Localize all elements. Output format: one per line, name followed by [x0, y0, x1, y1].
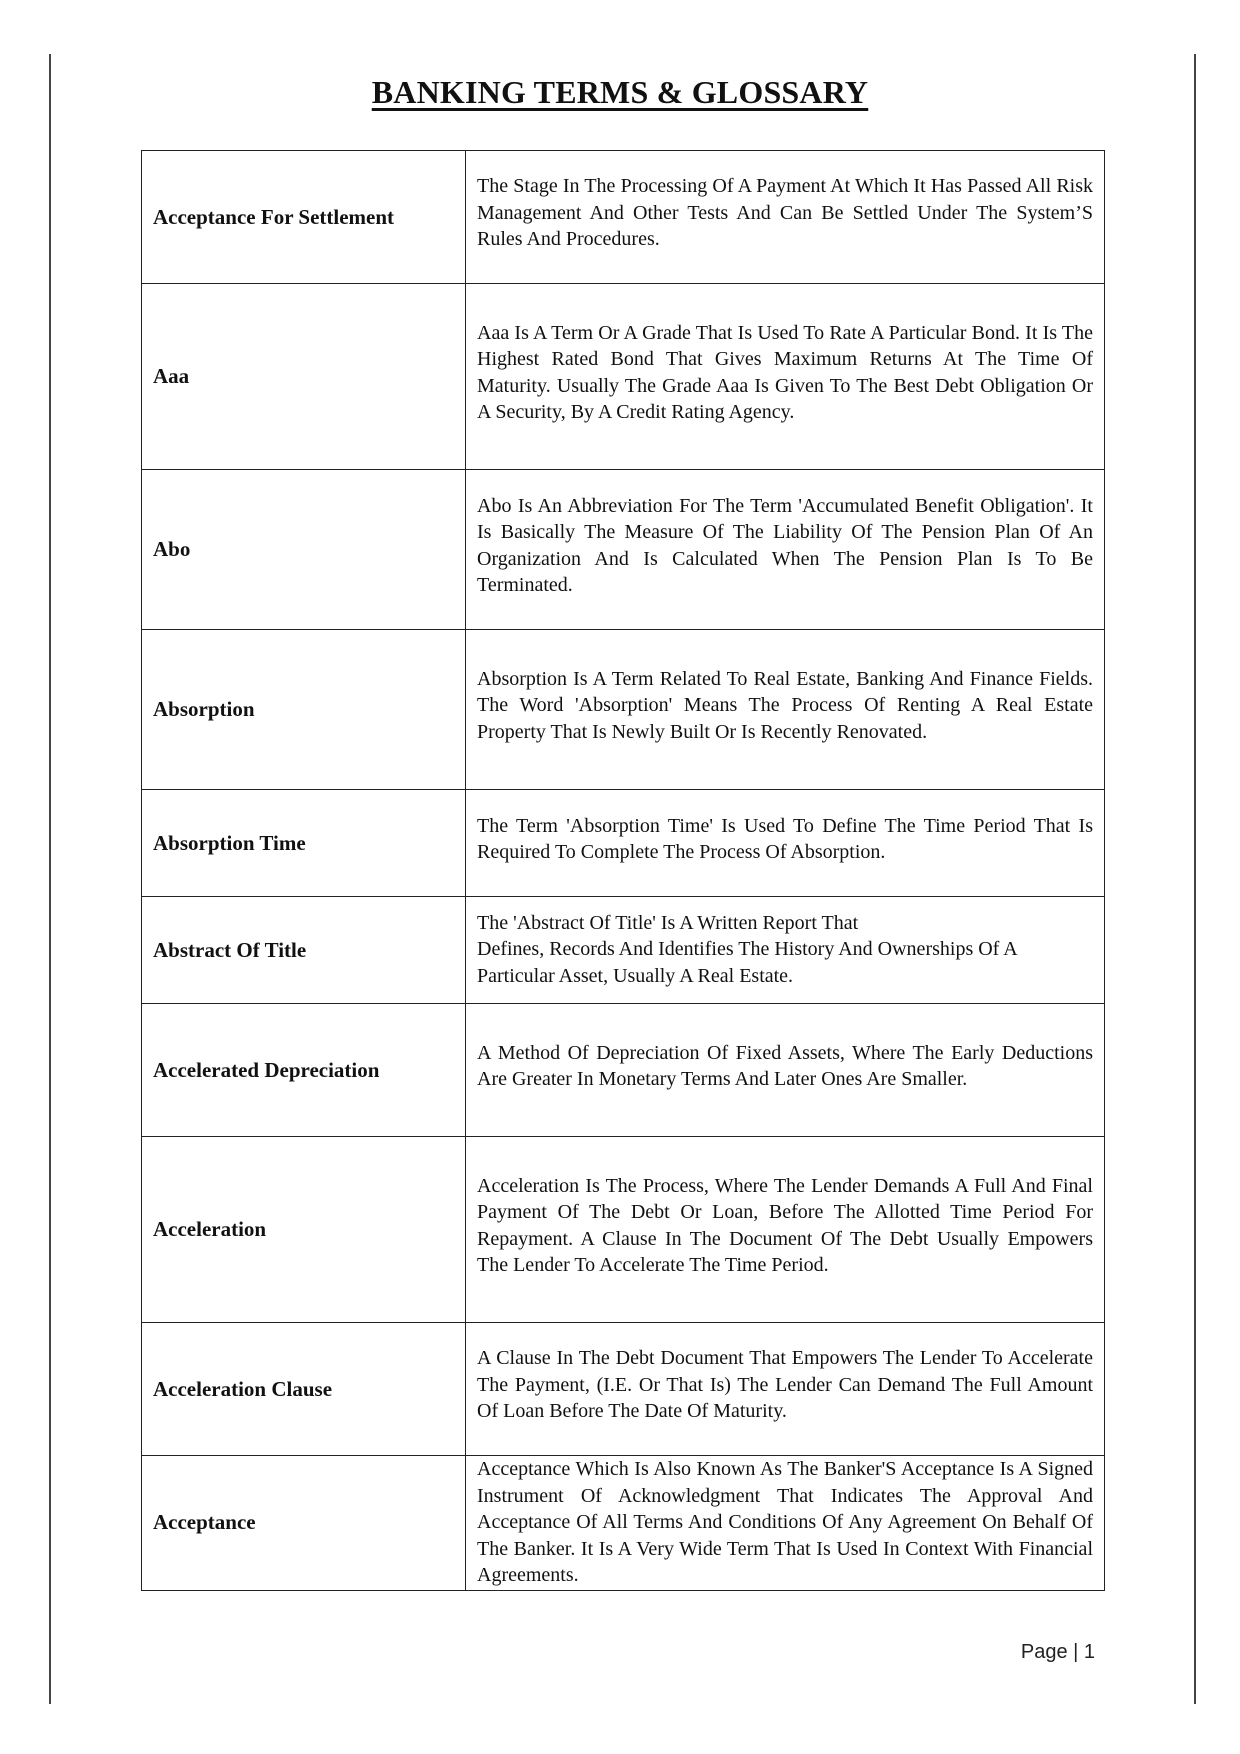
table-row: [142, 151, 1105, 284]
left-margin-rule: [49, 54, 51, 1704]
page-title: BANKING TERMS & GLOSSARY: [371, 74, 869, 110]
glossary-definition: Acceptance Which Is Also Known As The Banker'S Acceptance Is A Signed Instrument Of Acknowledgment That Indicates The Approval And Acceptance Of All Terms And Conditions Of Any Agreement On Behalf Of The Banker. It Is A Very Wide Term That Is Used In Context With Financial Agreements.: [466, 1456, 1105, 1591]
glossary-definition: A Clause In The Debt Document That Empowers The Lender To Accelerate The Payment, (I.E. Or That Is) The Lender Can Demand The Full Amount Of Loan Before The Date Of Maturity.: [466, 1323, 1105, 1456]
table-row: [142, 470, 1105, 630]
glossary-definition: Abo Is An Abbreviation For The Term 'Accumulated Benefit Obligation'. It Is Basically The Measure Of The Liability Of The Pension Plan Of An Organization And Is Calculated When The Pension Plan Is To Be Terminated.: [466, 470, 1105, 630]
table-row: [142, 630, 1105, 790]
glossary-term: Acceleration: [142, 1137, 466, 1323]
right-margin-rule: [1194, 54, 1196, 1704]
table-row: [142, 1137, 1105, 1323]
glossary-term: Absorption: [142, 630, 466, 790]
table-row: [142, 284, 1105, 470]
glossary-definition: A Method Of Depreciation Of Fixed Assets, Where The Early Deductions Are Greater In Monetary Terms And Later Ones Are Smaller.: [466, 1004, 1105, 1137]
glossary-term: Accelerated Depreciation: [142, 1004, 466, 1137]
glossary-term: Abo: [142, 470, 466, 630]
definition-line: Defines, Records And Identifies The History And Ownerships Of A Particular Asset, Usually A Real Estate.: [477, 938, 1017, 987]
table-row: [142, 790, 1105, 897]
glossary-term: Absorption Time: [142, 790, 466, 897]
table-row: [142, 897, 1105, 1004]
glossary-definition: Aaa Is A Term Or A Grade That Is Used To Rate A Particular Bond. It Is The Highest Rated Bond That Gives Maximum Returns At The Time Of Maturity. Usually The Grade Aaa Is Given To The Best Debt Obligation Or A Security, By A Credit Rating Agency.: [466, 284, 1105, 470]
glossary-term: Abstract Of Title: [142, 897, 466, 1004]
glossary-term: Acceptance: [142, 1456, 466, 1591]
glossary-definition: [466, 897, 1105, 1004]
glossary-definition: Absorption Is A Term Related To Real Estate, Banking And Finance Fields. The Word 'Absorption' Means The Process Of Renting A Real Estate Property That Is Newly Built Or Is Recently Renovated.: [466, 630, 1105, 790]
definition-line: The 'Abstract Of Title' Is A Written Report That: [477, 911, 859, 934]
glossary-term: Acceleration Clause: [142, 1323, 466, 1456]
glossary-definition: Acceleration Is The Process, Where The Lender Demands A Full And Final Payment Of The Debt Or Loan, Before The Allotted Time Period For Repayment. A Clause In The Document Of The Debt Usually Empowers The Lender To Accelerate The Time Period.: [466, 1137, 1105, 1323]
table-row: [142, 1004, 1105, 1137]
table-row: [142, 1456, 1105, 1591]
glossary-definition: The Term 'Absorption Time' Is Used To Define The Time Period That Is Required To Complete The Process Of Absorption.: [466, 790, 1105, 897]
table-row: [142, 1323, 1105, 1456]
glossary-term: Aaa: [142, 284, 466, 470]
glossary-table: [141, 150, 1105, 1591]
page-number: Page | 1: [1020, 1641, 1095, 1663]
glossary-term: Acceptance For Settlement: [142, 151, 466, 284]
glossary-definition: The Stage In The Processing Of A Payment At Which It Has Passed All Risk Management And Other Tests And Can Be Settled Under The System’S Rules And Procedures.: [466, 151, 1105, 284]
